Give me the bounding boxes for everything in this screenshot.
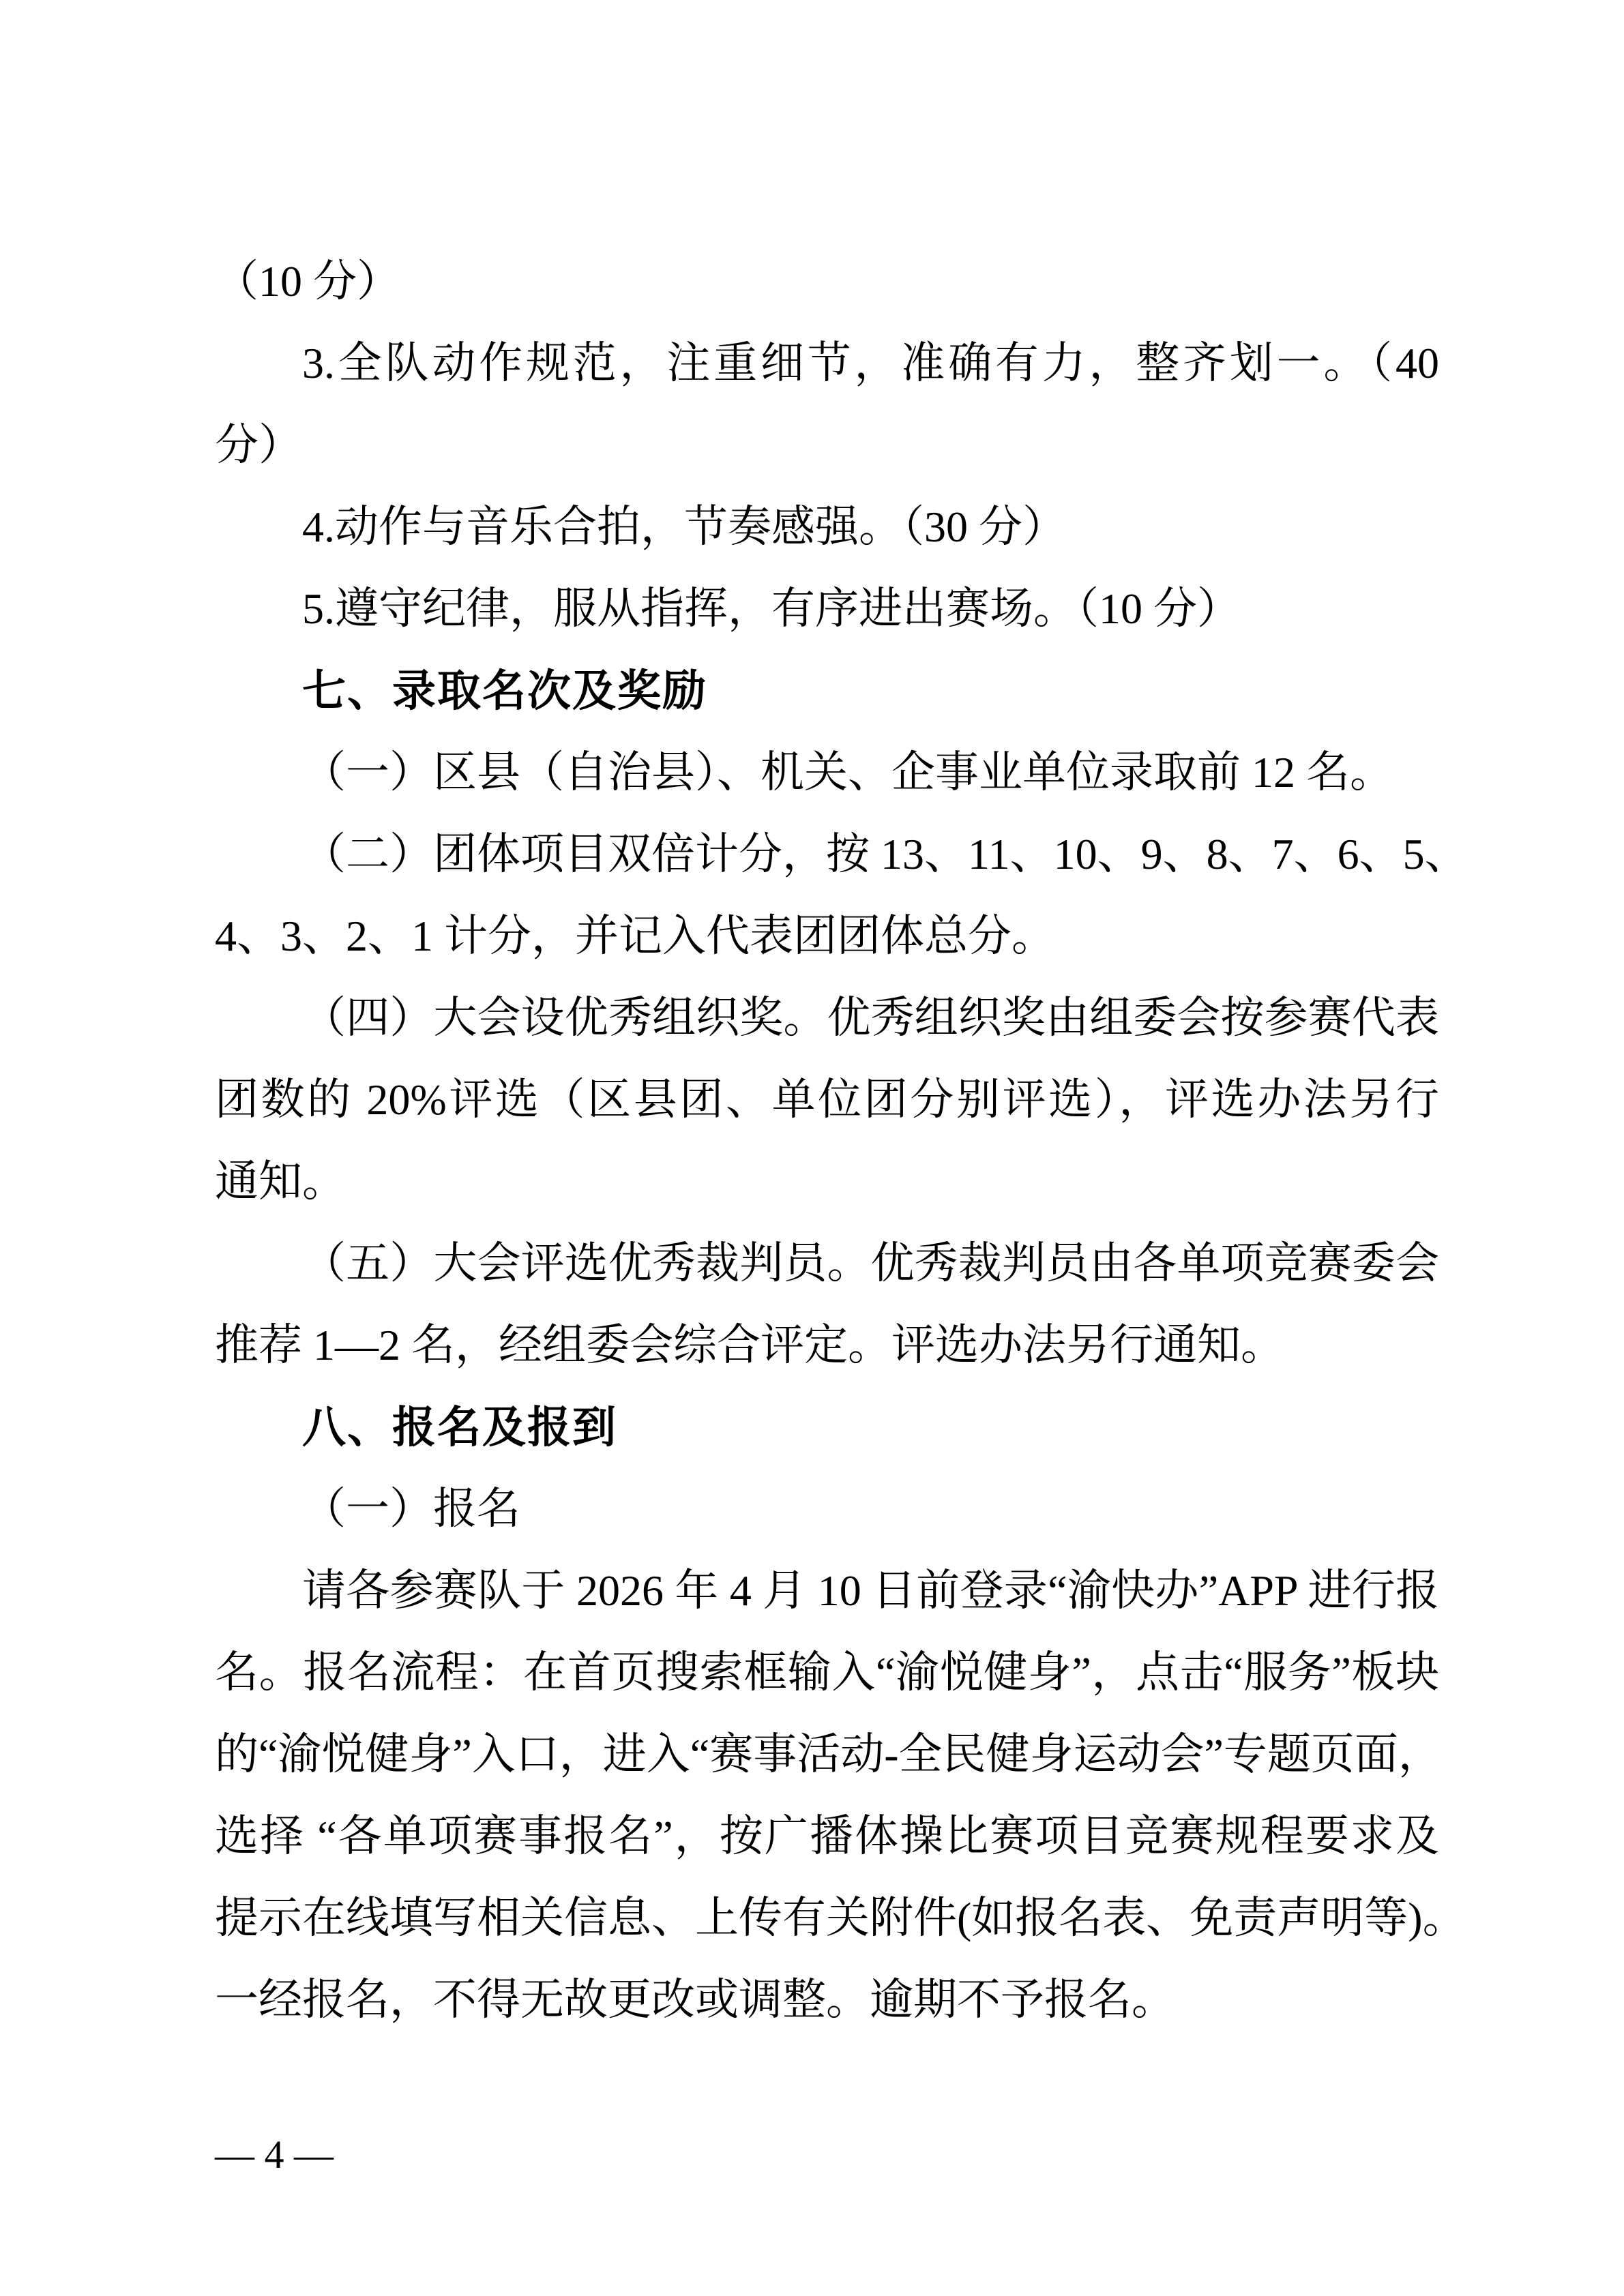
text-line: 推荐 1—2 名，经组委会综合评定。评选办法另行通知。: [215, 1321, 1284, 1369]
text-line: 请各参赛队于 2026 年 4 月 10 日前登录“渝快办”APP 进行报: [302, 1566, 1439, 1615]
text-line: 分）: [215, 421, 302, 469]
text-line: 团数的 20%评选（区县团、单位团分别评选），评选办法另行: [215, 1075, 1439, 1124]
text-line: （一）区县（自治县）、机关、企事业单位录取前 12 名。: [302, 748, 1393, 796]
text-line: 提示在线填写相关信息、上传有关附件(如报名表、免责声明等)。: [215, 1894, 1466, 1942]
text-line: （五）大会评选优秀裁判员。优秀裁判员由各单项竞赛委会: [302, 1239, 1439, 1287]
text-line: 通知。: [215, 1157, 346, 1206]
text-line: 一经报名，不得无故更改或调整。逾期不予报名。: [215, 1976, 1175, 2024]
section-heading-line: 八、报名及报到: [302, 1403, 617, 1452]
text-line: 的“渝悦健身”入口，进入“赛事活动-全民健身运动会”专题页面，: [215, 1730, 1442, 1778]
text-line: （四）大会设优秀组织奖。优秀组织奖由组委会按参赛代表: [302, 994, 1439, 1042]
text-line: （一）报名: [302, 1485, 520, 1533]
section-heading-line: 七、录取名次及奖励: [302, 666, 707, 715]
text-line: （二）团体项目双倍计分，按 13、11、10、9、8、7、6、5、: [302, 830, 1468, 878]
text-line: 选择 “各单项赛事报名”，按广播体操比赛项目竞赛规程要求及: [215, 1812, 1439, 1860]
text-line: 4.动作与音乐合拍，节奏感强。（30 分）: [302, 503, 1066, 551]
document-body: [215, 241, 1468, 2041]
text-line: 5.遵守纪律，服从指挥，有序进出赛场。（10 分）: [302, 584, 1241, 633]
text-line: 名。报名流程：在首页搜索框输入“渝悦健身”，点击“服务”板块: [215, 1648, 1439, 1697]
page-number: — 4 —: [215, 2132, 334, 2177]
text-line: 4、3、2、1 计分，并记入代表团团体总分。: [215, 912, 1055, 960]
text-line: （10 分）: [215, 257, 400, 305]
text-line: 3.全队动作规范，注重细节，准确有力，整齐划一。（40: [302, 339, 1439, 387]
